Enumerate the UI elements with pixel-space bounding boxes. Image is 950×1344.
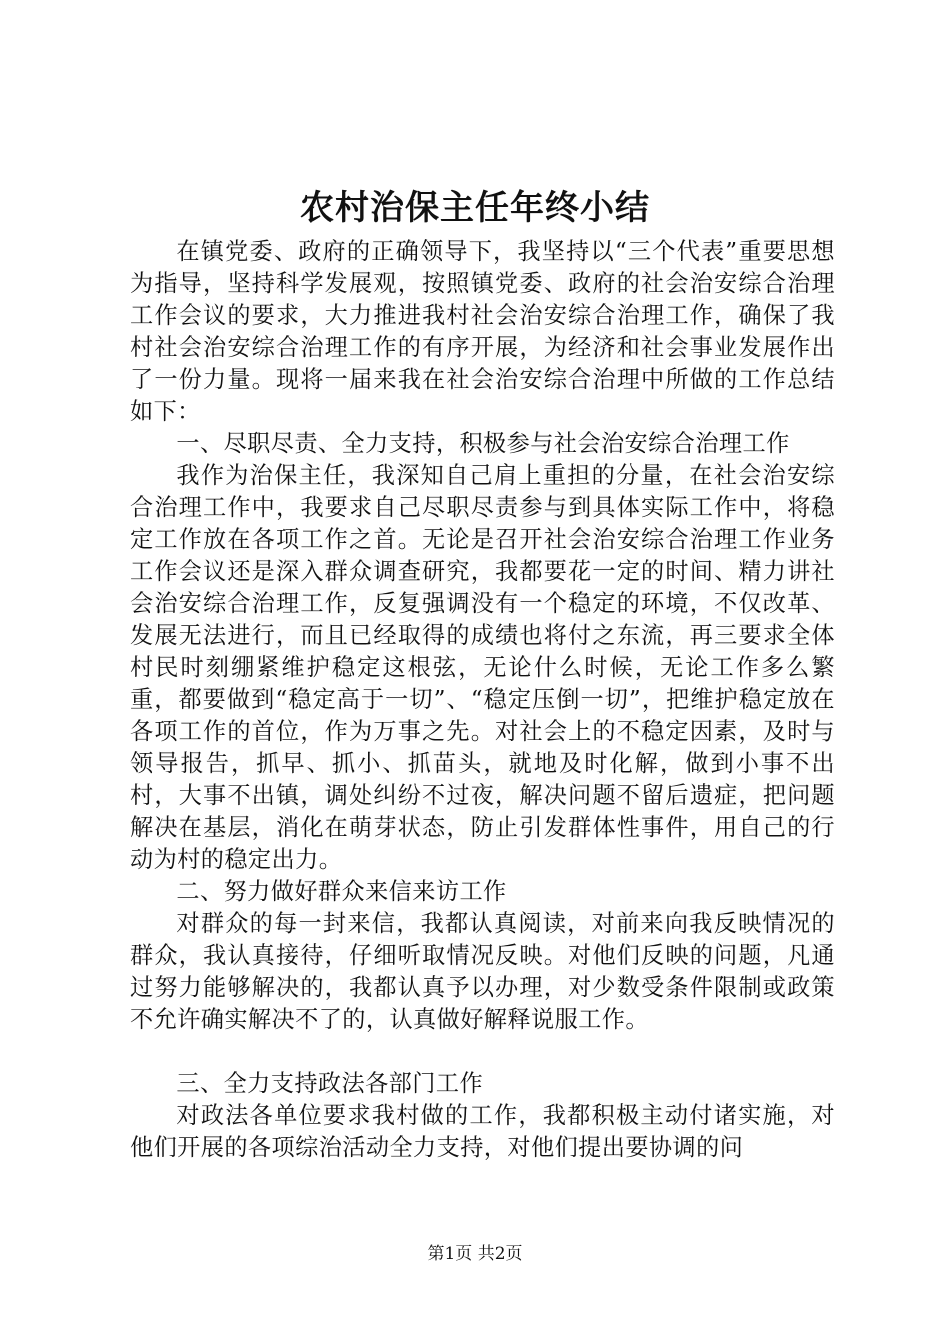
- paragraph-section-1: 我作为治保主任，我深知自己肩上重担的分量，在社会治安综合治理工作中，我要求自己尽职尽责参与到具体实际工作中，将稳定工作放在各项工作之首。无论是召开社会治安综合治理工作业务工作会议还是深入群众调查研究，我都要花一定的时间、精力讲社会治安综合治理工作，反复强调没有一个稳定的环境，不仅改革、发展无法进行，而且已经取得的成绩也将付之东流，再三要求全体村民时刻绷紧维护稳定这根弦，无论什么时候，无论工作多么繁重，都要做到“稳定高于一切”、“稳定压倒一切”，把维护稳定放在各项工作的首位，作为万事之先。对社会上的不稳定因素，及时与领导报告，抓早、抓小、抓苗头，就地及时化解，做到小事不出村，大事不出镇，调处纠纷不过夜，解决问题不留后遗症，把问题解决在基层，消化在萌芽状态，防止引发群体性事件，用自己的行动为村的稳定出力。: [130, 462, 835, 873]
- paragraph-section-3: 对政法各单位要求我村做的工作，我都积极主动付诸实施，对他们开展的各项综治活动全力支持，对他们提出要协调的问: [130, 1102, 835, 1161]
- section-heading-1: 一、尽职尽责、全力支持，积极参与社会治安综合治理工作: [176, 430, 790, 457]
- page-footer: 第1页 共2页: [427, 1244, 523, 1264]
- paragraph-intro: 在镇党委、政府的正确领导下，我坚持以“三个代表”重要思想为指导，坚持科学发展观，按照镇党委、政府的社会治安综合治理工作会议的要求，大力推进我村社会治安综合治理工作，确保了我村社会治安综合治理工作的有序开展，为经济和社会事业发展作出了一份力量。现将一届来我在社会治安综合治理中所做的工作总结如下：: [130, 238, 835, 425]
- document-body: [130, 236, 835, 1164]
- section-heading-2: 二、努力做好群众来信来访工作: [176, 878, 507, 905]
- paragraph-section-2: 对群众的每一封来信，我都认真阅读，对前来向我反映情况的群众，我认真接待，仔细听取情况反映。对他们反映的问题，凡通过努力能够解决的，我都认真予以办理，对少数受条件限制或政策不允许确实解决不了的，认真做好解释说服工作。: [130, 910, 835, 1033]
- section-heading-3: 三、全力支持政法各部门工作: [176, 1070, 484, 1097]
- document-title: 农村治保主任年终小结: [300, 188, 650, 228]
- paragraph-spacer: [130, 1036, 835, 1068]
